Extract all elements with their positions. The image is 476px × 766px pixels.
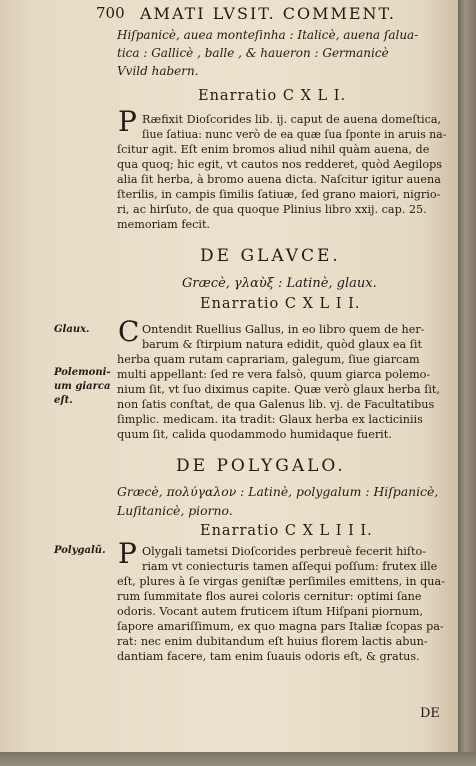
margin-note: Glaux. — [54, 324, 90, 335]
book-bottom-edge — [0, 752, 476, 766]
page-number: 700 — [96, 4, 125, 22]
drop-cap: P — [118, 537, 137, 570]
text-line: dantiam facere, tam enim ſuauis odoris eſt, & gratus. — [117, 650, 420, 663]
margin-note: um giarca — [54, 381, 111, 392]
text-line: memoriam fecit. — [117, 218, 210, 231]
section-title: DE GLAVCE. — [200, 246, 341, 266]
text-line: nium ſit, vt ſuo diximus capite. Quæ verò glaux herba ſit, — [117, 383, 440, 396]
text-line: alia ſit herba, à bromo auena dicta. Naſcitur igitur auena — [117, 173, 441, 186]
intro-line: tica : Gallicè , balle , & haueron : Germanicè — [117, 46, 389, 60]
text-line: herba quam rutam caprariam, galegum, ſiue giarcam — [117, 353, 420, 366]
text-line: qua quoq; hic egit, vt cautos nos redderet, quòd Aegilops — [117, 158, 443, 171]
catchword: DE — [420, 706, 440, 721]
enarratio-heading: Enarratio C X L I. — [198, 88, 347, 104]
text-line: non ſatis conſtat, de qua Galenus lib. vj. de Facultatibus — [117, 398, 435, 411]
text-line: ri, ac hirſuto, de qua quoque Plinius libro xxij. cap. 25. — [117, 203, 427, 216]
text-line: Olygali tametsi Dioſcorides perbreuè fecerit hiſto- — [142, 545, 427, 558]
synonyms-line: Græcè, γλαὺξ : Latinè, glaux. — [182, 276, 377, 291]
synonyms-line: Græcè, πολύγαλον : Latinè, polygalum : Hiſpanicè, — [117, 484, 439, 499]
intro-line: Vvild habern. — [117, 64, 199, 78]
text-line: ſiue ſatiua: nunc verò de ea quæ ſua ſponte in aruis na- — [142, 128, 447, 141]
text-line: rat: nec enim dubitandum eſt huius florem lactis abun- — [117, 635, 428, 648]
text-line: Ontendit Ruellius Gallus, in eo libro quem de her- — [142, 323, 425, 336]
text-line: multi appellant: ſed re vera falsò, quum giarca polemo- — [117, 368, 431, 381]
drop-cap: C — [118, 315, 140, 348]
section-title: DE POLYGALO. — [176, 456, 346, 476]
enarratio-heading: Enarratio C X L I I. — [200, 296, 361, 312]
margin-note: Polemoni- — [54, 367, 111, 378]
intro-line: Hiſpanicè, auea monteſinha : Italicè, auena ſalua- — [117, 28, 419, 42]
text-line: ſapore amariſſimum, ex quo magna pars Italiæ ſcopas pa- — [117, 620, 444, 633]
text-line: rum ſummitate flos aurei coloris cernitur: optimi ſane — [117, 590, 422, 603]
drop-cap: P — [118, 105, 137, 138]
text-line: odoris. Vocant autem fruticem iſtum Hiſpani piornum, — [117, 605, 423, 618]
synonyms-line: Luſitanicè, piorno. — [117, 503, 233, 518]
book-fore-edge — [458, 0, 476, 766]
text-line: quum ſit, calida quodammodo humidaque fuerit. — [117, 428, 392, 441]
margin-note: Polygalũ. — [54, 545, 106, 556]
running-head: AMATI LVSIT. COMMENT. — [140, 4, 396, 23]
enarratio-heading: Enarratio C X L I I I. — [200, 523, 373, 539]
text-line: eſt, plures à ſe virgas geniſtæ perſimiles emittens, in qua- — [117, 575, 445, 588]
text-line: ſimplic. medicam. ita tradit: Glaux herba ex lacticiniis — [117, 413, 423, 426]
text-line: riam vt coniecturis tamen aſſequi poſſum: frutex ille — [142, 560, 438, 573]
margin-note: eſt. — [54, 395, 73, 406]
text-line: ſcitur agit. Eſt enim bromos aliud nihil quàm auena, de — [117, 143, 430, 156]
text-line: barum & ſtirpium natura edidit, quòd glaux ea ſit — [142, 338, 422, 351]
text-line: ſterilis, in campis ſimilis ſatiuæ, ſed grano maiori, nigrio- — [117, 188, 441, 201]
text-line: Ræfixit Dioſcorides lib. ij. caput de auena domeſtica, — [142, 113, 442, 126]
